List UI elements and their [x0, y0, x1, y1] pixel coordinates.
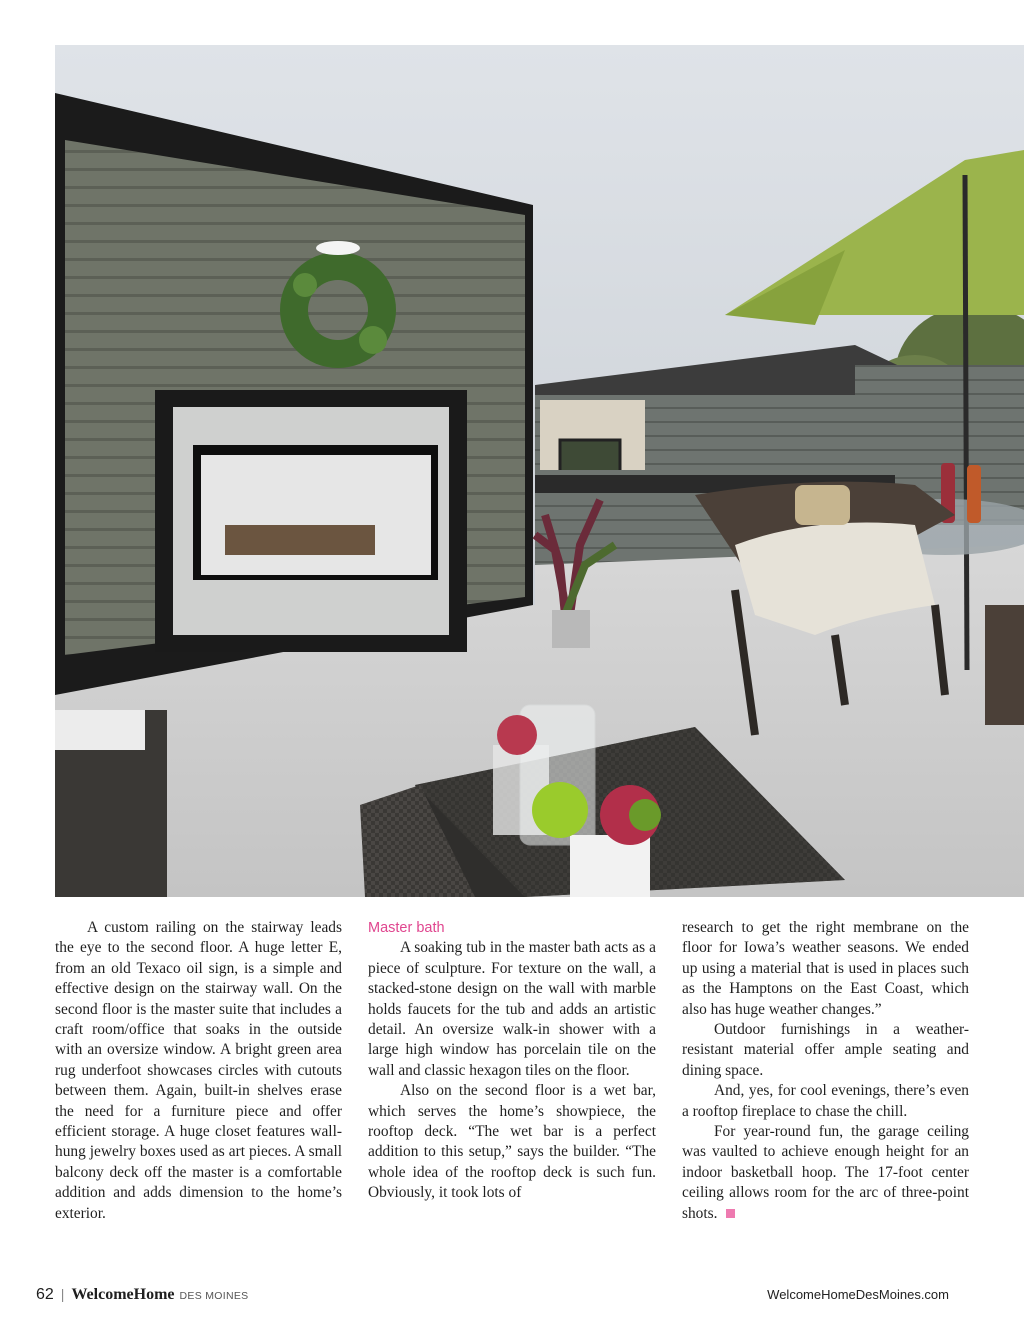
section-subhead: Master bath	[368, 920, 445, 936]
body-paragraph: And, yes, for cool evenings, there’s even a rooftop fireplace to chase the chill.	[682, 1082, 969, 1120]
article-column-1	[55, 918, 342, 1224]
end-of-story-mark	[726, 1209, 735, 1218]
page-number: 62	[36, 1286, 54, 1303]
magazine-edition: DES MOINES	[179, 1290, 249, 1302]
footer-separator: |	[60, 1286, 65, 1302]
body-paragraph: research to get the right membrane on the floor for Iowa’s weather seasons. We ended up using a material that is used in places such as the Hamptons on the East Coast, which also has huge weather changes.”	[682, 919, 969, 1018]
body-paragraph: A soaking tub in the master bath acts as a piece of sculpture. For texture on the wall, a stacked-stone design on the wall with marble holds faucets for the tub and adds an artistic detail. An oversize walk-in shower with a large high window has porcelain tile on the wall and classic hexagon tiles on the floor.	[368, 939, 656, 1079]
website-url[interactable]: WelcomeHomeDesMoines.com	[767, 1287, 949, 1302]
article-column-3	[682, 918, 969, 1224]
body-paragraph: Also on the second floor is a wet bar, which serves the home’s showpiece, the rooftop deck. “The wet bar is a perfect addition to this setup,” says the builder. “The whole idea of the rooftop deck is such fun. Obviously, it took lots of	[368, 1082, 656, 1202]
final-paragraph-text: For year-round fun, the garage ceiling was vaulted to achieve enough height for an indoor basketball hoop. The 17-foot center ceiling allows room for the arc of three-point shots.	[682, 1123, 969, 1222]
page-footer-left	[36, 1286, 248, 1304]
rooftop-deck-photo	[55, 45, 1024, 897]
body-paragraph: Outdoor furnishings in a weather-resistant material offer ample seating and dining space.	[682, 1021, 969, 1079]
magazine-name: WelcomeHome	[71, 1286, 175, 1303]
body-paragraph-final	[682, 1122, 969, 1224]
body-paragraph: A custom railing on the stairway leads the eye to the second floor. A huge letter E, from an old Texaco oil sign, is a simple and effective design on the stairway wall. On the second floor is the master suite that includes a craft room/office that soaks in the outside with an oversize window. A bright green area rug underfoot showcases circles with cutouts between them. Again, built-in shelves erase the need for a furniture piece and offer efficient storage. A huge closet features wall-hung jewelry boxes used as art pieces. A small balcony deck off the master is a comfortable addition and adds dimension to the home’s exterior.	[55, 919, 342, 1222]
article-column-2	[368, 918, 656, 1204]
